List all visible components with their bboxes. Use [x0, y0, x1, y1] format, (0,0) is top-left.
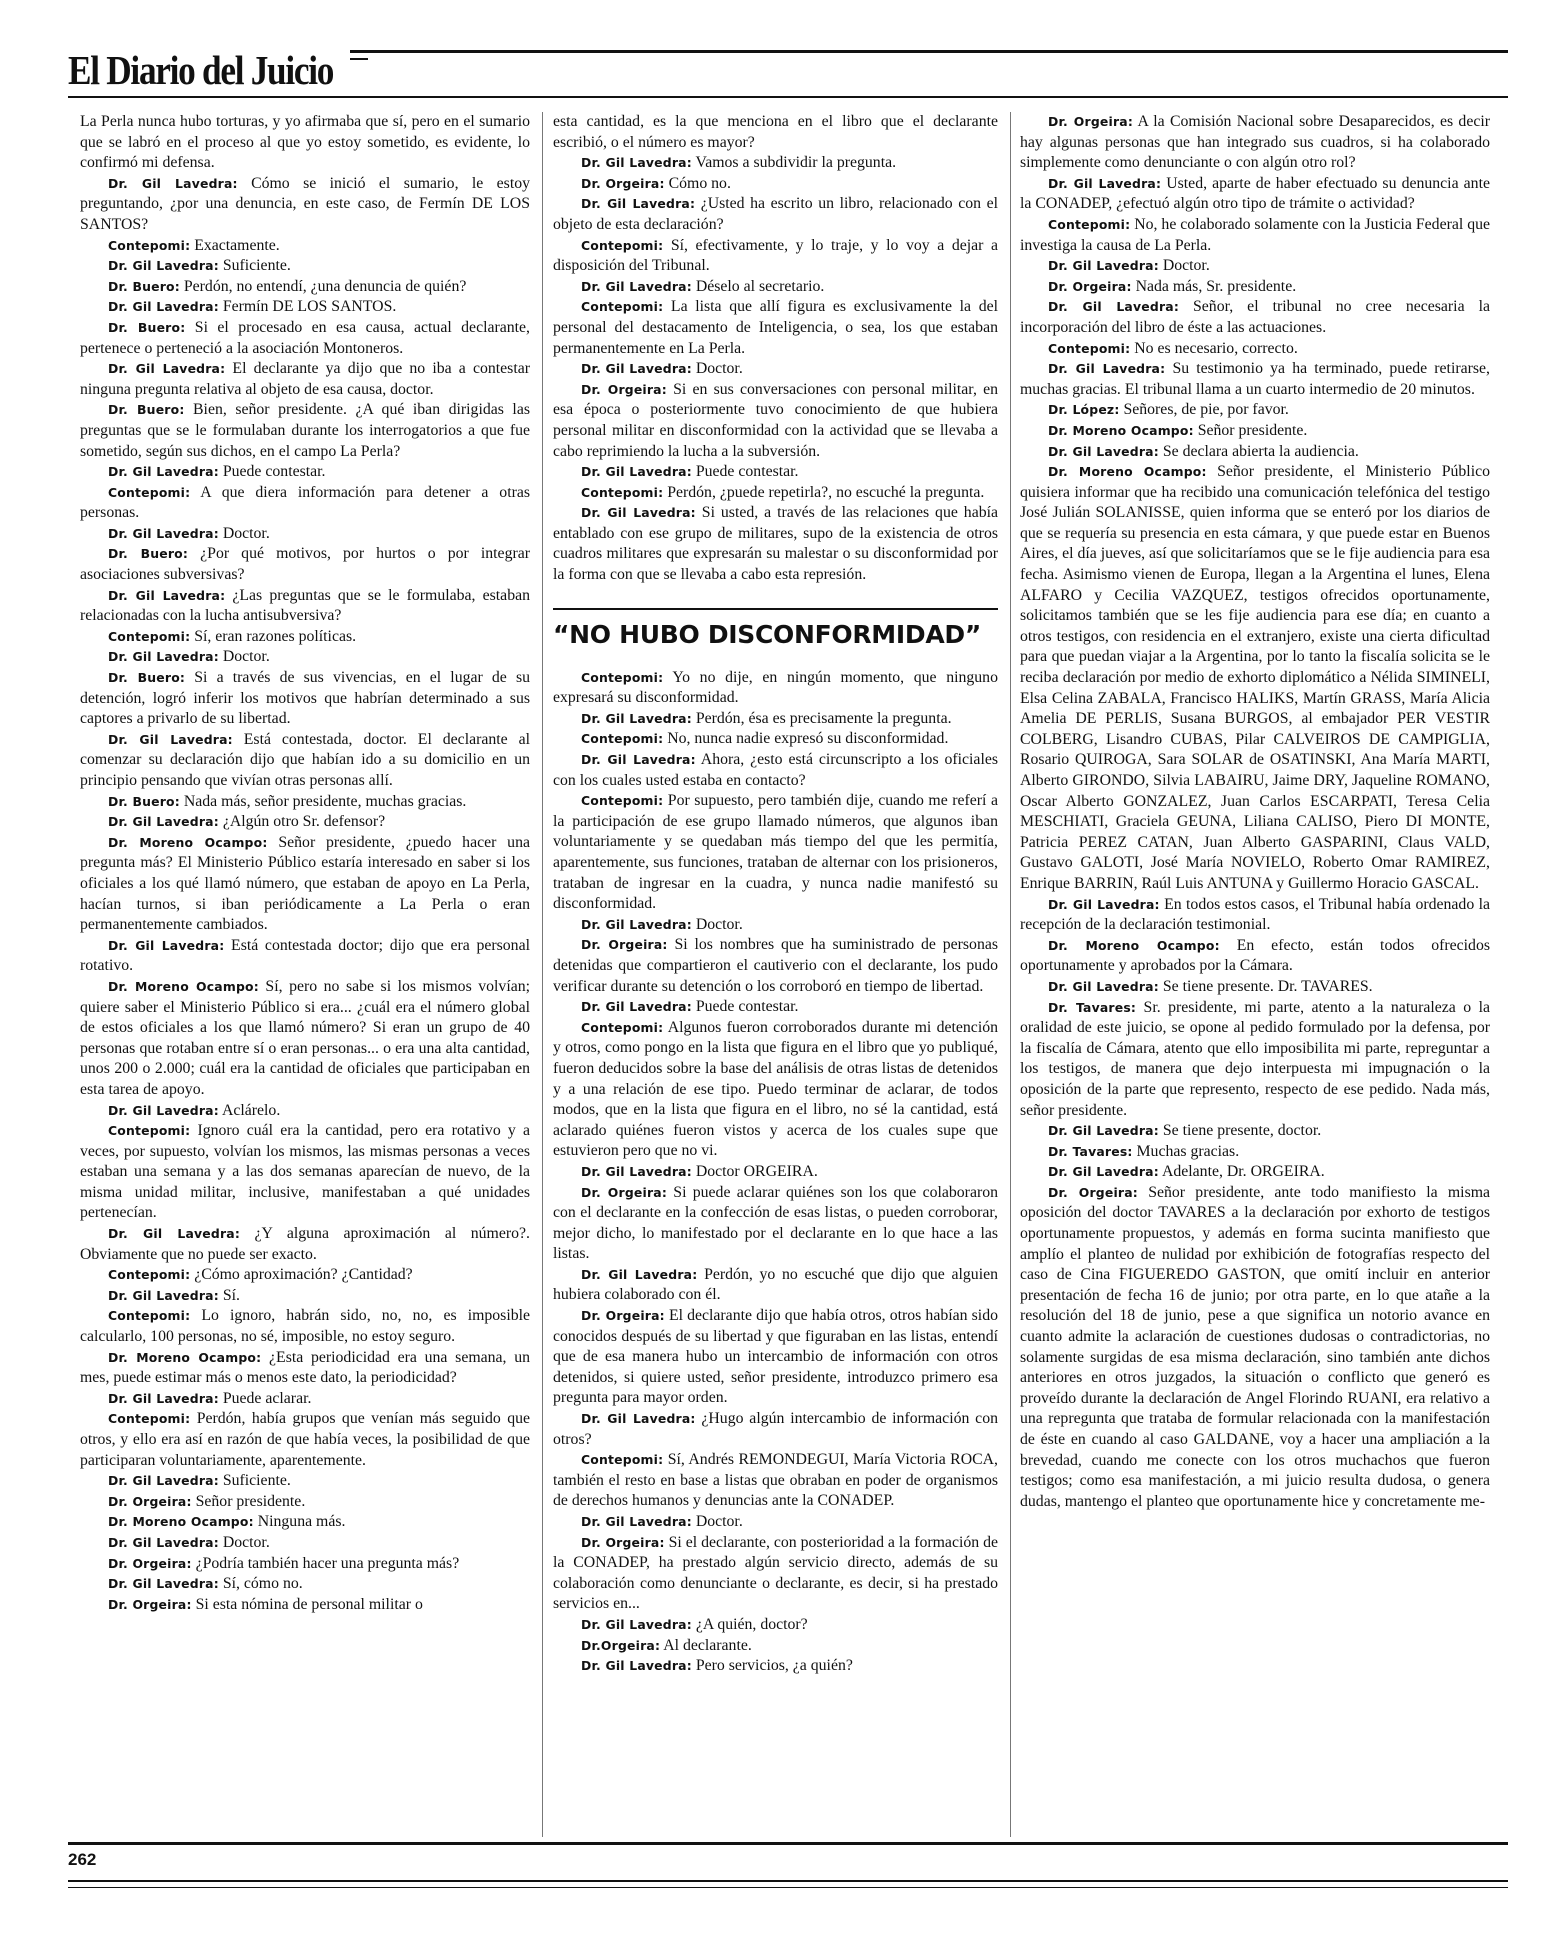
speaker-label: Dr. Gil Lavedra:: [1048, 175, 1162, 191]
paragraph-text: Si el declarante, con posterioridad a la formación de la CONADEP, ha prestado algún servicio directo, además de su colaboración como denunciante o declarante, es decir, si ha prestado servicios en...: [553, 1533, 998, 1613]
transcript-paragraph: [80, 627, 530, 648]
paragraph-text: Doctor.: [222, 524, 270, 542]
transcript-paragraph: [553, 1018, 998, 1162]
paragraph-text: No, nunca nadie expresó su disconformidad.: [667, 730, 949, 748]
speaker-label: Dr. Orgeira:: [581, 937, 668, 953]
transcript-paragraph: [80, 792, 530, 813]
transcript-paragraph: [553, 1615, 998, 1636]
text-column-1: [80, 112, 530, 1837]
speaker-label: Dr. Orgeira:: [581, 1534, 665, 1550]
paragraph-text: Está contestada doctor; dijo que era personal rotativo.: [80, 936, 530, 975]
paragraph-text: Fermín DE LOS SANTOS.: [222, 298, 397, 316]
transcript-paragraph: [1020, 400, 1490, 421]
speaker-label: Dr. Moreno Ocampo:: [1048, 464, 1207, 480]
transcript-paragraph: [553, 483, 998, 504]
speaker-label: Dr. Gil Lavedra:: [108, 1287, 219, 1303]
paragraph-text: Doctor.: [222, 648, 270, 666]
paragraph-text: Al declarante.: [663, 1636, 752, 1654]
transcript-paragraph: [553, 750, 998, 791]
speaker-label: Contepomi:: [1048, 216, 1131, 232]
paragraph-text: Por supuesto, pero también dije, cuando me referí a la participación de ese grupo llamado números, que algunos iban voluntariamente y se quedaban más tiempo del que les permitía, aparentemente, sus funciones, trataban de alternar con los prisioneros, trataban de ingresar en la cuadra, y nunca nadie manifestó su disconformidad.: [553, 792, 998, 913]
speaker-label: Dr. Orgeira:: [1048, 114, 1133, 129]
paragraph-text: Ahora, ¿esto está circunscripto a los oficiales con los cuales usted estaba en contacto?: [553, 751, 998, 789]
transcript-paragraph: [553, 503, 998, 585]
speaker-label: Dr. Gil Lavedra:: [1048, 299, 1179, 315]
paragraph-text: Muchas gracias.: [1136, 1142, 1240, 1160]
paragraph-text: Puede contestar.: [695, 998, 799, 1016]
transcript-paragraph: [553, 1512, 998, 1533]
paragraph-text: Cómo se inició el sumario, le estoy preguntando, ¿por una denuncia, en este caso, de Fermín DE LOS SANTOS?: [80, 174, 530, 233]
transcript-paragraph: [553, 297, 998, 359]
transcript-paragraph: [553, 1162, 998, 1183]
speaker-label: Dr. Tavares:: [1048, 999, 1137, 1015]
transcript-paragraph: [553, 153, 998, 174]
paragraph-text: Usted, aparte de haber efectuado su denuncia ante la CONADEP, ¿efectuó algún otro tipo de trámite o actividad?: [1020, 174, 1490, 213]
paragraph-text: Vamos a subdividir la pregunta.: [695, 154, 897, 172]
speaker-label: Dr. Moreno Ocampo:: [108, 978, 259, 994]
speaker-label: Dr. Gil Lavedra:: [1048, 1164, 1159, 1180]
speaker-label: Dr. Moreno Ocampo:: [1048, 937, 1220, 953]
speaker-label: Contepomi:: [581, 793, 664, 809]
speaker-label: Dr. Buero:: [108, 319, 186, 335]
paragraph-text: ¿Algún otro Sr. defensor?: [222, 813, 386, 831]
paragraph-text: Si usted, a través de las relaciones que había entablado con ese grupo de militares, supo de la existencia de otros cuadros militares que expresarán su malestar o su disconformidad por la forma con que se llevaba a cabo esta represión.: [553, 504, 998, 584]
speaker-label: Contepomi:: [581, 237, 664, 253]
transcript-paragraph: [1020, 277, 1490, 298]
transcript-paragraph: [1020, 256, 1490, 277]
speaker-label: Dr. Moreno Ocampo:: [108, 1349, 262, 1365]
speaker-label: Dr. Orgeira:: [108, 1596, 192, 1612]
paragraph-text: Ignoro cuál era la cantidad, pero era rotativo y a veces, por supuesto, volvían los mismos, las mismas personas a veces estaban una semana y a las dos semanas aparecían de nuevo, de la misma unidad militar, inclusive, manifestaban a qué unidades pertenecían.: [80, 1122, 530, 1222]
speaker-label: Dr. Gil Lavedra:: [1048, 1123, 1159, 1139]
transcript-paragraph: [80, 977, 530, 1101]
speaker-label: Dr. Moreno Ocampo:: [1048, 422, 1194, 438]
transcript-paragraph: [80, 1471, 530, 1492]
paragraph-text: Perdón, no entendí, ¿una denuncia de quién?: [183, 277, 467, 295]
speaker-label: Contepomi:: [581, 669, 664, 685]
paragraph-text: Perdón, ¿puede repetirla?, no escuché la pregunta.: [667, 483, 985, 501]
speaker-label: Contepomi:: [1048, 340, 1131, 356]
paragraph-text: No, he colaborado solamente con la Justicia Federal que investiga la causa de La Perla.: [1020, 215, 1490, 254]
transcript-paragraph: [553, 1533, 998, 1615]
transcript-paragraph: [1020, 895, 1490, 936]
transcript-paragraph: [553, 915, 998, 936]
speaker-label: Dr. Buero:: [108, 278, 180, 294]
transcript-paragraph: [80, 1265, 530, 1286]
transcript-paragraph: [80, 256, 530, 277]
transcript-paragraph: [553, 791, 998, 915]
speaker-label: Dr. Orgeira:: [108, 1493, 192, 1509]
speaker-label: Contepomi:: [108, 1123, 191, 1139]
transcript-paragraph: [1020, 339, 1490, 360]
speaker-label: Dr. Buero:: [108, 402, 185, 418]
transcript-paragraph: [1020, 112, 1490, 174]
transcript-paragraph: [80, 1348, 530, 1389]
transcript-paragraph: [1020, 462, 1490, 894]
section-heading: “NO HUBO DISCONFORMIDAD”: [553, 608, 998, 652]
speaker-label: Dr. Gil Lavedra:: [108, 1473, 219, 1489]
speaker-label: Dr. Gil Lavedra:: [108, 525, 219, 541]
transcript-paragraph: [80, 1512, 530, 1533]
transcript-paragraph: [80, 277, 530, 298]
speaker-label: Dr. Gil Lavedra:: [108, 731, 233, 747]
speaker-label: Dr. Gil Lavedra:: [581, 916, 692, 932]
paragraph-text: El declarante dijo que había otros, otros habían sido conocidos después de su libertad y que figuraban en las listas, entendí que de esa manera hubo un intercambio de información con otros detenidos, si quiere usted, señor presidente, introduzco primero esa pregunta para mayor orden.: [553, 1307, 998, 1407]
transcript-paragraph: [80, 1101, 530, 1122]
paragraph-text: A la Comisión Nacional sobre Desaparecidos, es decir hay algunas personas que han integrado sus cuadros, si ha colaborado simplemente como denunciante o con algún otro rol?: [1020, 113, 1490, 172]
paragraph-text: Doctor.: [695, 360, 743, 378]
speaker-label: Dr. Moreno Ocampo:: [108, 1514, 254, 1530]
publication-title: El Diario del Juicio: [68, 47, 334, 93]
paragraph-text: Se declara abierta la audiencia.: [1162, 442, 1359, 460]
speaker-label: Dr. Gil Lavedra:: [581, 999, 692, 1015]
paragraph-text: Sr. presidente, mi parte, atento a la naturaleza o la oralidad de este juicio, se opone al pedido formulado por la defensa, por la fiscalía de Cámara, atento que ello imposibilita mi parte, repreguntar a los testigos, de manera que dejo interpuesta mi impugnación o la oposición de la parte que represento, respecto de ese pedido. Nada más, señor presidente.: [1020, 998, 1490, 1119]
speaker-label: Dr. Gil Lavedra:: [108, 258, 219, 274]
paragraph-text: Perdón, yo no escuché que dijo que alguien hubiera colaborado con él.: [553, 1265, 998, 1304]
paragraph-text: Está contestada, doctor. El declarante al comenzar su declaración dijo que habían ido a su domicilio en un principio pensando que vivían otras personas allí.: [80, 730, 530, 789]
transcript-paragraph: [553, 935, 998, 997]
transcript-paragraph: [553, 359, 998, 380]
masthead-rule-bottom: [68, 96, 1508, 98]
masthead-rule-accent: [350, 58, 368, 60]
transcript-paragraph: [80, 318, 530, 359]
speaker-label: Dr. Gil Lavedra:: [108, 1102, 219, 1118]
paragraph-text: Si a través de sus vivencias, en el lugar de su detención, logró inferir los motivos que habrían determinado a sus captores a privarlo de su libertad.: [80, 669, 530, 728]
paragraph-text: Doctor ORGEIRA.: [695, 1162, 818, 1180]
transcript-paragraph: [80, 1306, 530, 1347]
speaker-label: Contepomi:: [581, 1019, 664, 1035]
paragraph-text: La lista que allí figura es exclusivamente la del personal del destacamento de Inteligencia, o sea, los que estaban permanentemente en La Perla.: [553, 298, 998, 357]
paragraph-text: Pero servicios, ¿a quién?: [695, 1657, 853, 1675]
speaker-label: Contepomi:: [108, 628, 191, 644]
paragraph-text: ¿Cómo aproximación? ¿Cantidad?: [194, 1266, 413, 1284]
transcript-paragraph: [553, 277, 998, 298]
transcript-paragraph: [80, 1554, 530, 1575]
paragraph-text: Señor, el tribunal no cree necesaria la incorporación del libro de éste a las actuaciones.: [1020, 298, 1490, 336]
transcript-paragraph: [80, 174, 530, 236]
paragraph-text: A que diera información para detener a otras personas.: [80, 483, 530, 522]
paragraph-text: Puede aclarar.: [222, 1389, 312, 1407]
transcript-paragraph: [553, 1636, 998, 1657]
paragraph-text: Doctor.: [1162, 257, 1210, 275]
transcript-paragraph: [1020, 359, 1490, 400]
paragraph-text: ¿Usted ha escrito un libro, relacionado con el objeto de esta declaración?: [553, 195, 998, 233]
speaker-label: Dr. Gil Lavedra:: [108, 587, 226, 603]
transcript-paragraph: [1020, 174, 1490, 215]
transcript-paragraph: [553, 236, 998, 277]
transcript-paragraph: [1020, 442, 1490, 463]
paragraph-text: ¿Esta periodicidad era una semana, un mes, puede estimar más o menos este dato, la periodicidad?: [80, 1348, 530, 1387]
speaker-label: Dr. Orgeira:: [581, 381, 667, 397]
paragraph-text: Bien, señor presidente. ¿A qué iban dirigidas las preguntas que se le formulaban durante los interrogatorios a que fue sometido, según sus dichos, en el campo La Perla?: [80, 401, 530, 460]
page-number: 262: [68, 1850, 97, 1869]
transcript-paragraph: [80, 236, 530, 257]
transcript-paragraph: [1020, 215, 1490, 256]
transcript-paragraph: [1020, 297, 1490, 338]
speaker-label: Dr. Gil Lavedra:: [581, 1411, 696, 1427]
paragraph-text: En efecto, están todos ofrecidos oportunamente y aprobados por la Cámara.: [1020, 936, 1490, 975]
paragraph-text: Sí, Andrés REMONDEGUI, María Victoria ROCA, también el resto en base a listas que obraban en poder de organismos de derechos humanos y denuncias ante la CONADEP.: [553, 1451, 998, 1510]
transcript-paragraph: [80, 812, 530, 833]
speaker-label: Contepomi:: [108, 484, 191, 500]
transcript-paragraph: [80, 1286, 530, 1307]
article-body: [75, 112, 1495, 1837]
speaker-label: Dr. Gil Lavedra:: [108, 814, 219, 830]
transcript-paragraph: [80, 544, 530, 585]
paragraph-text: Se tiene presente, doctor.: [1162, 1122, 1322, 1140]
transcript-paragraph: [80, 1595, 530, 1616]
paragraph-text: Exactamente.: [194, 236, 280, 254]
transcript-paragraph: [80, 359, 530, 400]
speaker-label: Dr. Gil Lavedra:: [581, 155, 692, 171]
transcript-paragraph: [1020, 998, 1490, 1122]
paragraph-text: Sí.: [222, 1286, 240, 1304]
speaker-label: Dr. Gil Lavedra:: [1048, 896, 1160, 912]
speaker-label: Dr. Gil Lavedra:: [108, 464, 219, 480]
transcript-paragraph: [80, 524, 530, 545]
transcript-paragraph: [553, 997, 998, 1018]
transcript-paragraph: [80, 1121, 530, 1224]
speaker-label: Dr. Gil Lavedra:: [108, 1390, 219, 1406]
transcript-paragraph: [80, 586, 530, 627]
text-column-2: [553, 112, 998, 1837]
speaker-label: Dr. Gil Lavedra:: [581, 752, 696, 768]
speaker-label: Dr. Gil Lavedra:: [581, 361, 692, 377]
paragraph-text: Adelante, Dr. ORGEIRA.: [1161, 1163, 1325, 1181]
speaker-label: Dr. Gil Lavedra:: [108, 937, 225, 953]
transcript-paragraph: [553, 174, 998, 195]
speaker-label: Contepomi:: [108, 1411, 191, 1427]
transcript-paragraph: [1020, 1162, 1490, 1183]
paragraph-text: Puede contestar.: [222, 463, 326, 481]
transcript-paragraph: [553, 1409, 998, 1450]
paragraph-text: No es necesario, correcto.: [1134, 339, 1298, 357]
paragraph-text: Suficiente.: [222, 1472, 291, 1490]
speaker-label: Dr. Gil Lavedra:: [581, 710, 692, 726]
paragraph-text: Ninguna más.: [257, 1513, 346, 1531]
speaker-label: Dr. Orgeira:: [581, 175, 665, 191]
masthead: [68, 44, 1508, 96]
speaker-label: Dr. Gil Lavedra:: [108, 1534, 219, 1550]
footer-rule-top: [68, 1842, 1508, 1845]
speaker-label: Dr. Gil Lavedra:: [108, 649, 219, 665]
text-column-3: [1020, 112, 1490, 1837]
paragraph-text: Si esta nómina de personal militar o: [195, 1595, 423, 1613]
speaker-label: Dr. Orgeira:: [1048, 278, 1132, 294]
transcript-paragraph: [80, 1492, 530, 1513]
transcript-paragraph: [553, 112, 998, 153]
transcript-paragraph: [80, 483, 530, 524]
speaker-label: Dr. Orgeira:: [108, 1555, 192, 1571]
paragraph-text: Doctor.: [222, 1533, 270, 1551]
paragraph-text: ¿Hugo algún intercambio de información con otros?: [553, 1410, 998, 1448]
speaker-label: Dr. Gil Lavedra:: [581, 196, 696, 212]
paragraph-text: Si puede aclarar quiénes son los que colaboraron con el declarante en la confección de esas listas, o pueden corroborar, mejor dicho, lo manifestado por el declarante en lo que hace a las listas.: [553, 1183, 998, 1263]
paragraph-text: Sí, eran razones políticas.: [194, 627, 357, 645]
paragraph-text: Déselo al secretario.: [695, 277, 825, 295]
paragraph-text: Señores, de pie, por favor.: [1123, 401, 1289, 419]
footer-rule-bottom: [68, 1880, 1508, 1882]
paragraph-text: Si en sus conversaciones con personal militar, en esa época o posteriormente tuvo conocimiento de que hubiera personal militar en disconformidad con la actividad que se llevaba a cabo reprimiendo la lucha a la subversión.: [553, 380, 998, 460]
speaker-label: Dr. Orgeira:: [1048, 1184, 1138, 1200]
transcript-paragraph: [80, 936, 530, 977]
paragraph-text: Algunos fueron corroborados durante mi detención y otros, como pongo en la lista que figura en el libro que yo publiqué, fueron deducidos sobre la base del análisis de otras listas de detenidos y a una relación de ese tipo. Puedo terminar de aclarar, de todos modos, que en la lista que figura en el libro, no sé la cantidad, está aclarado quiénes fueron vistos y acerca de los cuales supe que estuvieron pero que no vi.: [553, 1018, 998, 1160]
speaker-label: Dr. Gil Lavedra:: [581, 1163, 692, 1179]
transcript-paragraph: [1020, 421, 1490, 442]
transcript-paragraph: [1020, 977, 1490, 998]
speaker-label: Dr. Gil Lavedra:: [581, 1616, 692, 1632]
speaker-label: Contepomi:: [108, 1267, 191, 1283]
page-footer: [68, 1842, 1508, 1902]
paragraph-text: ¿Podría también hacer una pregunta más?: [195, 1554, 460, 1572]
paragraph-text: ¿Las preguntas que se le formulaba, estaban relacionadas con la lucha antisubversiva?: [80, 586, 530, 625]
paragraph-text: Perdón, había grupos que venían más seguido que otros, y ello era así en razón de que había veces, la posibilidad de que participaran voluntariamente, aparentemente.: [80, 1410, 530, 1469]
speaker-label: Dr. Tavares:: [1048, 1143, 1133, 1159]
paragraph-text: Se tiene presente. Dr. TAVARES.: [1162, 977, 1373, 995]
paragraph-text: Sí, efectivamente, y lo traje, y lo voy a dejar a disposición del Tribunal.: [553, 236, 998, 275]
speaker-label: Dr. Gil Lavedra:: [581, 1514, 692, 1529]
speaker-label: Dr. Gil Lavedra:: [108, 361, 226, 377]
speaker-label: Dr. Gil Lavedra:: [1048, 361, 1166, 377]
speaker-label: Dr. Gil Lavedra:: [108, 299, 219, 315]
speaker-label: Dr. Moreno Ocampo:: [108, 834, 268, 850]
speaker-label: Dr. Gil Lavedra:: [581, 464, 692, 480]
paragraph-text: Puede contestar.: [695, 463, 799, 481]
transcript-paragraph: [80, 730, 530, 792]
paragraph-text: Sí, pero no sabe si los mismos volvían; quiere saber el Ministerio Público si era... ¿cuál era el número global de estos oficiales a los que llamó número? Si eran un grupo de 40 personas que rotaban entre sí o eran personas... o era una alta cantidad, unos 200 o 2.000; cuál era la cantidad de oficiales que participaban en esta tarea de apoyo.: [80, 977, 530, 1098]
transcript-paragraph: [553, 1306, 998, 1409]
transcript-paragraph: [80, 112, 530, 174]
paragraph-text: La Perla nunca hubo torturas, y yo afirmaba que sí, pero en el sumario que se labró en el proceso al que yo estoy sometido, es evidente, lo confirmó mi defensa.: [80, 113, 530, 172]
paragraph-text: Sí, cómo no.: [222, 1575, 303, 1593]
transcript-paragraph: [80, 1533, 530, 1554]
transcript-paragraph: [80, 462, 530, 483]
speaker-label: Dr. Orgeira:: [581, 1308, 665, 1324]
speaker-label: Dr. Gil Lavedra:: [1048, 978, 1159, 994]
paragraph-text: Doctor.: [695, 915, 743, 933]
paragraph-text: Señor presidente, ¿puedo hacer una pregunta más? El Ministerio Público estaría interesado en saber si los oficiales a los qué llamó número, que estaban de apoyo en La Perla, hacían turnos, si iban periódicamente a La Perla o eran permanentemente cambiados.: [80, 833, 530, 934]
transcript-paragraph: [553, 1265, 998, 1306]
paragraph-text: esta cantidad, es la que menciona en el libro que el declarante escribió, o el número es mayor?: [553, 113, 998, 151]
paragraph-text: Señor presidente, el Ministerio Público quisiera informar que ha recibido una comunicación telefónica del testigo José Julián SOLANISSE, quien informa que se enteró por los diarios de que se requería su presencia en esta cámara, y que puede estar en Buenos Aires, el día jueves, así que solicitaríamos que se le fije audiencia para esa fecha. Asimismo vienen de Europa, llegan a la Argentina el lunes, Elena ALFARO y Cecilia VAZQUEZ, testigos ofrecidos oportunamente, solicitamos también que se les fije audiencia para ese día; en cuanto a otros testigos, con residencia en el extranjero, existe una cierta dificultad para que puedan viajar a la Argentina, por lo tanto la fiscalía solicita se le reciba declaración por medio de exhorto diplomático a Nélida SIMINELI, Elsa Celina ZABALA, Francisco HALIKS, Martín GRASS, María Alicia Amelia DE PERLIS, Susana BURGOS, al embajador PER VESTIR COLBERG, Lisandro CUBAS, Pilar CALVEIROS DE CAMPIGLIA, Rosario QUIROGA, Sara SOLAR de OSATINSKI, Ana María MARTI, Alberto GIRONDO, Silvia LABAIRU, Jaime DRY, Jaqueline ROMANO, Oscar Alberto GONZALEZ, Juan Carlos ESCARPATI, Teresa Celia MESCHIATI, Graciela GEUNA, Liliana CALISO, Piero DI MONTE, Patricia PEREZ CATAN, Juan Alberto GASPARINI, Claus VALD, Gustavo GALOTI, José María NOVIELO, Roberto Omar RAMIREZ, Enrique BARRIN, Raúl Luis ANTUNA y Guillermo Horacio GASCAL.: [1020, 463, 1490, 892]
transcript-paragraph: [553, 380, 998, 462]
paragraph-text: ¿Y alguna aproximación al número?. Obviamente que no puede ser exacto.: [80, 1225, 530, 1263]
transcript-paragraph: [1020, 1142, 1490, 1163]
transcript-paragraph: [553, 194, 998, 235]
transcript-paragraph: [553, 668, 998, 709]
transcript-paragraph: [553, 1450, 998, 1512]
speaker-label: Contepomi:: [581, 299, 664, 315]
paragraph-text: Señor presidente.: [1197, 421, 1308, 439]
paragraph-text: Nada más, señor presidente, muchas gracias.: [183, 792, 467, 810]
transcript-paragraph: [80, 297, 530, 318]
speaker-label: Contepomi:: [108, 237, 191, 253]
transcript-paragraph: [80, 833, 530, 936]
transcript-paragraph: [80, 668, 530, 730]
speaker-label: Dr. Gil Lavedra:: [108, 1226, 240, 1242]
paragraph-text: Perdón, ésa es precisamente la pregunta.: [695, 709, 952, 727]
speaker-label: Dr. Gil Lavedra:: [108, 1576, 219, 1592]
footer-rule-thin: [68, 1887, 1508, 1888]
paragraph-text: En todos estos casos, el Tribunal había ordenado la recepción de la declaración testimonial.: [1020, 895, 1490, 934]
speaker-label: Contepomi:: [581, 731, 664, 747]
speaker-label: Dr. Gil Lavedra:: [1048, 258, 1159, 274]
speaker-label: Dr. Buero:: [108, 670, 186, 686]
paragraph-text: Doctor.: [695, 1513, 743, 1530]
transcript-paragraph: [80, 647, 530, 668]
paragraph-text: Señor presidente, ante todo manifiesto la misma oposición del doctor TAVARES a la declaración por exhorto de testigos oportunamente propuestos, y además en forma sucinta manifiesto que amplío el planteo de nulidad por exhibición de fotografías respecto del caso de Cina FIGUEREDO GASTON, que omití incluir en anterior presentación de fecha 16 de junio; por otra parte, en lo que atañe a la resolución del 18 de junio, pese a que significa un notorio avance en cuanto admite la aclaración de cuestiones dudosas o contradictorias, no solamente surgidas de esa misma declaración, sino también ante dichos anteriores en otros juzgados, la situación o conflicto que generó es proveído durante la declaración de Angel Florindo RUANI, era relativo a una repregunta que trataba de formular relacionada con la manifestación de éste en cuando al caso GALDANE, voy a hacer una ampliación a la brevedad, cuando me conecte con los otros muchachos que fueron testigos; como esa manifestación, a mi juicio resulta dudosa, o genera dudas, mantengo el planteo que oportunamente hice y concretamente me-: [1020, 1183, 1490, 1510]
paragraph-text: Nada más, Sr. presidente.: [1135, 277, 1297, 295]
paragraph-text: Si los nombres que ha suministrado de personas detenidas que compartieron el cautiverio con el declarante, los pudo verificar durante su detención o los corroboró en tiempo de libertad.: [553, 936, 998, 995]
paragraph-text: Señor presidente.: [195, 1492, 306, 1510]
paragraph-text: ¿A quién, doctor?: [695, 1615, 808, 1633]
paragraph-text: Suficiente.: [222, 257, 291, 275]
speaker-label: Contepomi:: [108, 1308, 191, 1324]
speaker-label: Dr. Buero:: [108, 793, 180, 809]
paragraph-text: Yo no dije, en ningún momento, que ninguno expresará su disconformidad.: [553, 668, 998, 707]
masthead-rule-top: [350, 50, 1508, 53]
transcript-paragraph: [1020, 1183, 1490, 1513]
transcript-paragraph: [80, 400, 530, 462]
paragraph-text: ¿Por qué motivos, por hurtos o por integrar asociaciones subversivas?: [80, 545, 530, 584]
transcript-paragraph: [553, 729, 998, 750]
speaker-label: Dr. Gil Lavedra:: [108, 175, 238, 191]
speaker-label: Dr. López:: [1048, 402, 1120, 418]
speaker-label: Dr. Gil Lavedra:: [581, 1266, 698, 1282]
transcript-paragraph: [1020, 1121, 1490, 1142]
transcript-paragraph: [553, 1183, 998, 1265]
paragraph-text: Si el procesado en esa causa, actual declarante, pertenece o perteneció a la asociación Montoneros.: [80, 318, 530, 357]
speaker-label: Dr. Gil Lavedra:: [581, 1658, 692, 1674]
transcript-paragraph: [553, 709, 998, 730]
transcript-paragraph: [80, 1409, 530, 1471]
speaker-label: Dr. Gil Lavedra:: [581, 278, 692, 294]
speaker-label: Contepomi:: [581, 484, 664, 500]
paragraph-text: El declarante ya dijo que no iba a contestar ninguna pregunta relativa al objeto de esa causa, doctor.: [80, 360, 530, 398]
paragraph-text: Lo ignoro, habrán sido, no, no, es imposible calcularlo, 100 personas, no sé, imposible, no estoy seguro.: [80, 1307, 530, 1346]
paragraph-text: Aclárelo.: [221, 1101, 281, 1119]
transcript-paragraph: [553, 1656, 998, 1677]
paragraph-text: Cómo no.: [668, 174, 731, 192]
speaker-label: Dr. Gil Lavedra:: [1048, 443, 1159, 459]
speaker-label: Dr. Gil Lavedra:: [581, 505, 696, 521]
transcript-paragraph: [553, 462, 998, 483]
transcript-paragraph: [80, 1224, 530, 1265]
paragraph-text: Su testimonio ya ha terminado, puede retirarse, muchas gracias. El tribunal llama a un cuarto intermedio de 20 minutos.: [1020, 360, 1490, 398]
speaker-label: Dr. Orgeira:: [581, 1184, 667, 1200]
transcript-paragraph: [80, 1574, 530, 1595]
transcript-paragraph: [80, 1389, 530, 1410]
speaker-label: Contepomi:: [581, 1452, 664, 1468]
speaker-label: Dr.Orgeira:: [581, 1637, 661, 1653]
transcript-paragraph: [1020, 936, 1490, 977]
speaker-label: Dr. Buero:: [108, 546, 189, 562]
